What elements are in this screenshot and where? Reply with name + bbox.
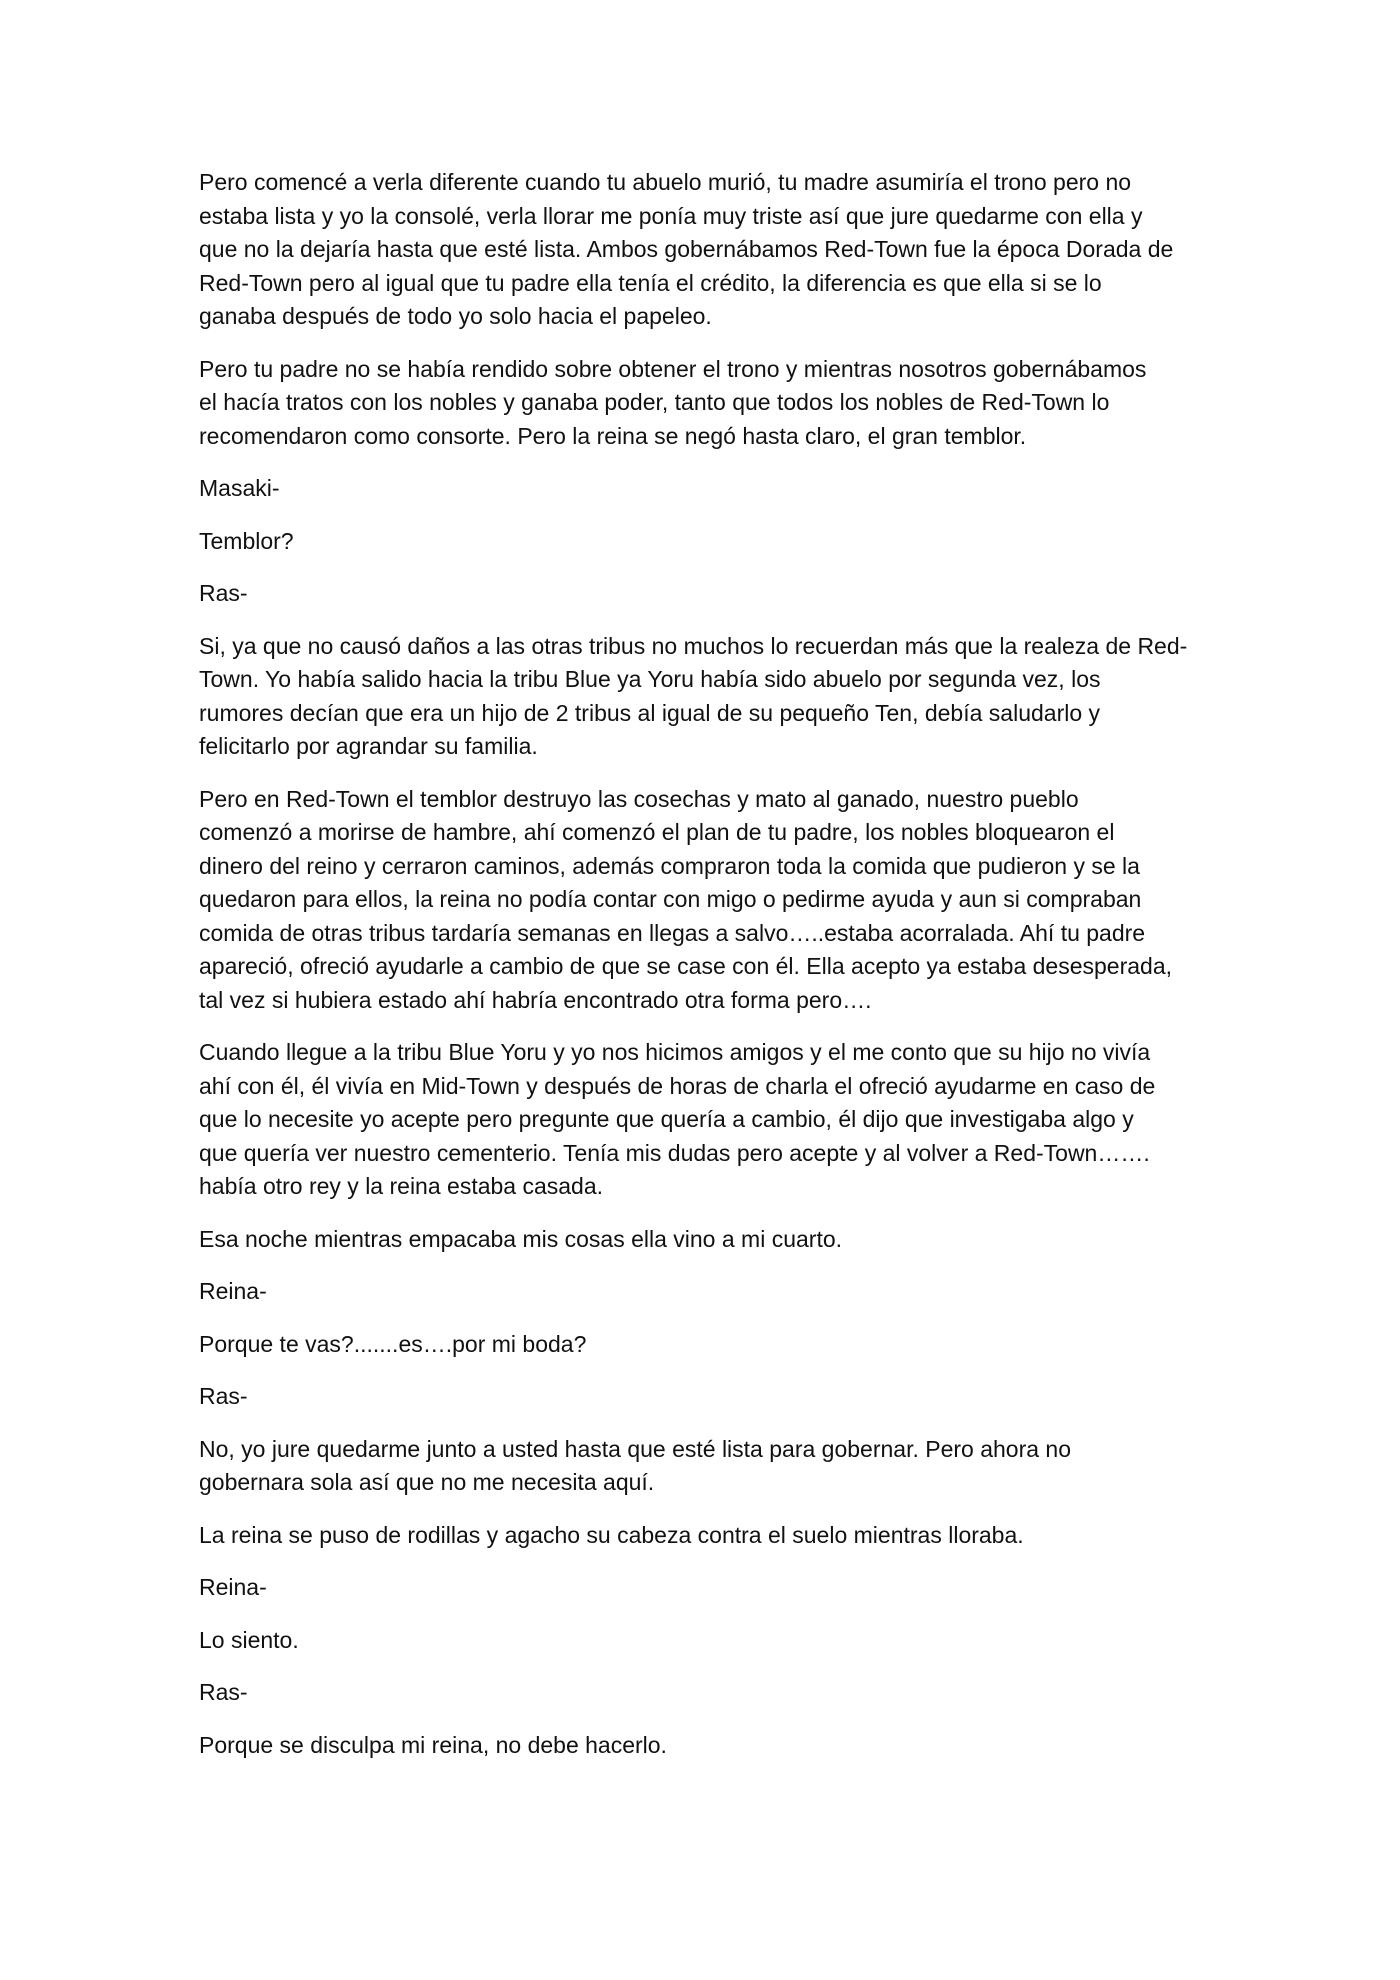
text-line: Masaki-: [199, 475, 280, 501]
text-line: Red-Town pero al igual que tu padre ella tenía el crédito, la diferencia es que ella si se lo: [199, 269, 1102, 296]
text-line: Reina-: [199, 1278, 267, 1304]
dialogue-line: [199, 525, 1211, 559]
text-line: No, yo jure quedarme junto a usted hasta que esté lista para gobernar. Pero ahora no: [199, 1435, 1072, 1462]
text-line: que lo necesite yo acepte pero pregunte que quería a cambio, él dijo que investigaba algo y: [199, 1106, 1134, 1132]
speaker-label: [199, 1380, 1211, 1414]
document-body: [199, 166, 1211, 1781]
text-line: Cuando llegue a la tribu Blue Yoru y yo nos hicimos amigos y el me conto que su hijo no vivía: [199, 1039, 1151, 1065]
text-line: Ras-: [199, 1383, 248, 1409]
text-line: ahí con él, él vivía en Mid-Town y después de horas de charla el ofreció ayudarme en caso de: [199, 1072, 1156, 1099]
text-line: que no la dejaría hasta que esté lista. Ambos gobernábamos Red-Town fue la época Dorada de: [199, 236, 1174, 262]
text-line: comida de otras tribus tardaría semanas en llegas a salvo…..estaba acorralada. Ahí tu padre: [199, 919, 1146, 946]
paragraph: [199, 1223, 1211, 1257]
text-line: Ras-: [199, 580, 248, 606]
text-line: rumores decían que era un hijo de 2 tribus al igual de su pequeño Ten, debía saludarlo y: [199, 699, 1101, 726]
text-line: felicitarlo por agrandar su familia.: [199, 733, 538, 759]
text-line: gobernara sola así que no me necesita aquí.: [199, 1469, 655, 1495]
text-line: Porque se disculpa mi reina, no debe hacerlo.: [199, 1731, 667, 1758]
dialogue-line: [199, 1328, 1211, 1362]
text-line: apareció, ofreció ayudarle a cambio de que se case con él. Ella acepto ya estaba desesperada,: [199, 953, 1173, 979]
paragraph: [199, 630, 1211, 764]
text-line: Pero tu padre no se había rendido sobre obtener el trono y mientras nosotros gobernábamos: [199, 355, 1147, 382]
speaker-label: [199, 1676, 1211, 1710]
paragraph: [199, 166, 1211, 334]
dialogue-line: [199, 1433, 1211, 1500]
text-line: Lo siento.: [199, 1626, 299, 1653]
speaker-label: [199, 577, 1211, 611]
text-line: tal vez si hubiera estado ahí habría encontrado otra forma pero….: [199, 986, 872, 1013]
dialogue-line: [199, 1624, 1211, 1658]
paragraph: [199, 783, 1211, 1018]
text-line: Temblor?: [199, 527, 294, 554]
text-line: Esa noche mientras empacaba mis cosas ella vino a mi cuarto.: [199, 1225, 843, 1252]
speaker-label: [199, 1275, 1211, 1309]
paragraph: [199, 1519, 1211, 1553]
text-line: Pero comencé a verla diferente cuando tu abuelo murió, tu madre asumiría el trono pero no: [199, 169, 1132, 195]
text-line: dinero del reino y cerraron caminos, además compraron toda la comida que pudieron y se la: [199, 852, 1140, 879]
text-line: ganaba después de todo yo solo hacia el papeleo.: [199, 303, 712, 329]
text-line: Pero en Red-Town el temblor destruyo las cosechas y mato al ganado, nuestro pueblo: [199, 785, 1079, 812]
text-line: quedaron para ellos, la reina no podía contar con migo o pedirme ayuda y aun si compraban: [199, 886, 1142, 912]
text-line: que quería ver nuestro cementerio. Tenía mis dudas pero acepte y al volver a Red-Town…….: [199, 1139, 1150, 1166]
text-line: recomendaron como consorte. Pero la reina se negó hasta claro, el gran temblor.: [199, 422, 1027, 449]
paragraph: [199, 353, 1211, 454]
paragraph: [199, 1036, 1211, 1204]
text-line: Porque te vas?.......es….por mi boda?: [199, 1330, 587, 1357]
text-line: estaba lista y yo la consolé, verla llorar me ponía muy triste así que jure quedarme con ella y: [199, 202, 1143, 229]
text-line: La reina se puso de rodillas y agacho su cabeza contra el suelo mientras lloraba.: [199, 1521, 1024, 1548]
text-line: Reina-: [199, 1574, 267, 1600]
dialogue-line: [199, 1729, 1211, 1763]
text-line: Town. Yo había salido hacia la tribu Blue ya Yoru había sido abuelo por segunda vez, los: [199, 666, 1101, 692]
text-line: Ras-: [199, 1679, 248, 1705]
text-line: comenzó a morirse de hambre, ahí comenzó el plan de tu padre, los nobles bloquearon el: [199, 819, 1115, 845]
speaker-label: [199, 1571, 1211, 1605]
text-line: el hacía tratos con los nobles y ganaba poder, tanto que todos los nobles de Red-Town lo: [199, 389, 1110, 415]
text-line: Si, ya que no causó daños a las otras tribus no muchos lo recuerdan más que la realeza de Red-: [199, 632, 1188, 659]
speaker-label: [199, 472, 1211, 506]
text-line: había otro rey y la reina estaba casada.: [199, 1173, 604, 1199]
